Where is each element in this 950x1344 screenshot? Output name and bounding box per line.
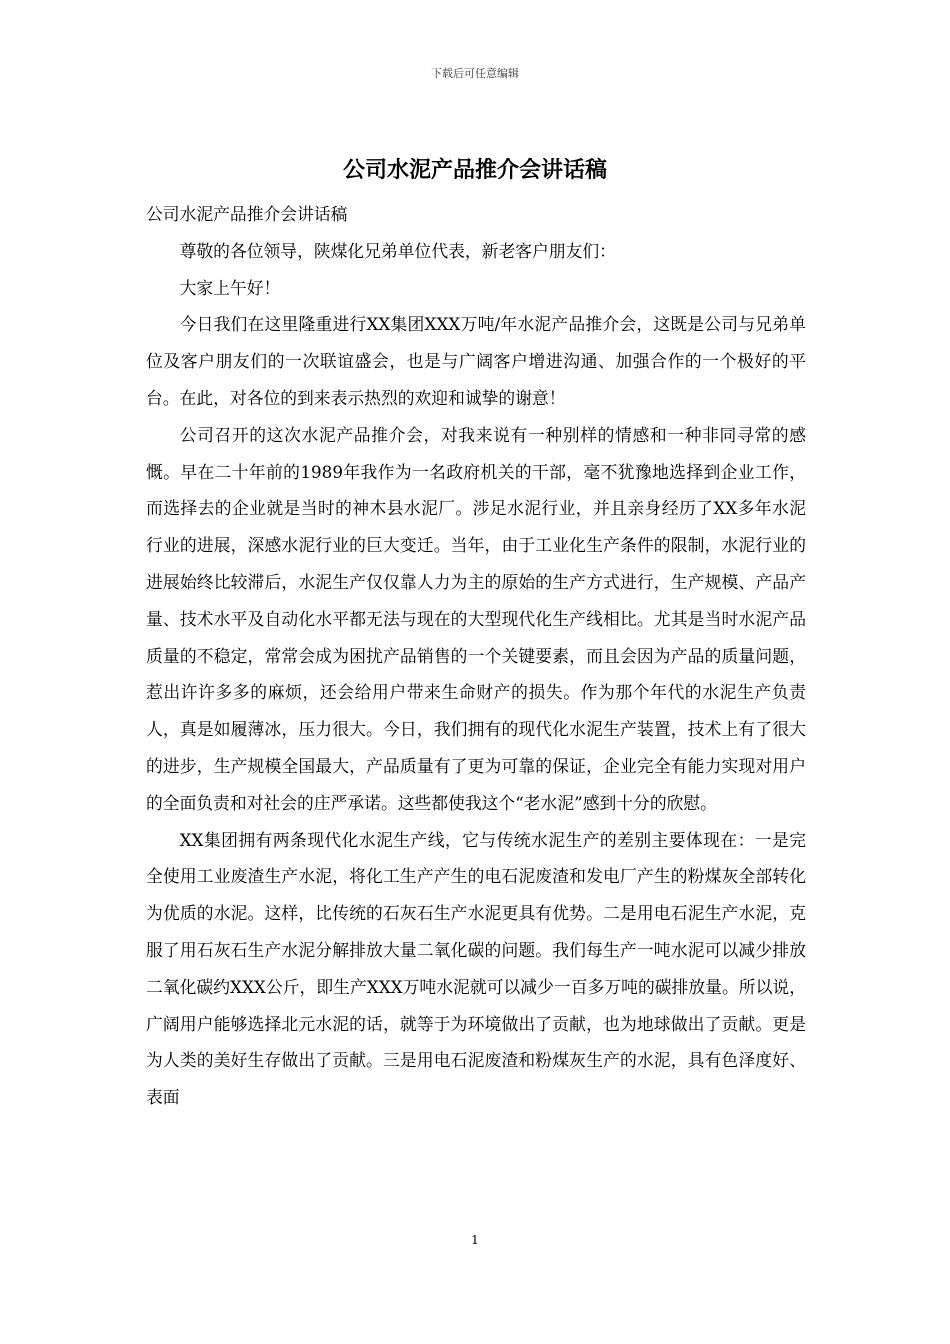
paragraph-greeting: 大家上午好！ [179, 277, 281, 298]
header-note: 下载后可任意编辑 [431, 67, 519, 80]
page-number: 1 [471, 1233, 479, 1247]
paragraph-welcome: 今日我们在这里隆重进行XX集团XXX万吨/年水泥产品推介会，这既是公司与兄弟单位及客户朋友们的一次联谊盛会，也是与广阔客户增进沟通、加强合作的一个极好的平台。在此，对各位的到来表示热烈的欢迎和诚挚的谢意！ [146, 314, 806, 408]
document-title: 公司水泥产品推介会讲话稿 [342, 157, 607, 183]
paragraph-history: 公司召开的这次水泥产品推介会，对我来说有一种别样的情感和一种非同寻常的感慨。早在二十年前的1989年我作为一名政府机关的干部，毫不犹豫地选择到企业工作，而选择去的企业就是当时的神木县水泥厂。涉足水泥行业，并且亲身经历了XX多年水泥行业的进展，深感水泥行业的巨大变迁。当年，由于工业化生产条件的限制，水泥行业的进展始终比较滞后，水泥生产仅仅靠人力为主的原始的生产方式进行，生产规模、产品产量、技术水平及自动化水平都无法与现在的大型现代化生产线相比。尤其是当时水泥产品质量的不稳定，常常会成为困扰产品销售的一个关键要素，而且会因为产品的质量问题，惹出许许多多的麻烦，还会给用户带来生命财产的损失。作为那个年代的水泥生产负责人，真是如履薄冰，压力很大。今日，我们拥有的现代化水泥生产装置，技术上有了很大的进步，生产规模全国最大，产品质量有了更为可靠的保证，企业完全有能力实现对用户的全面负责和对社会的庄严承诺。这些都使我这个“老水泥”感到十分的欣慰。 [146, 424, 806, 813]
paragraph-subtitle: 公司水泥产品推介会讲话稿 [146, 204, 348, 224]
document-body [146, 196, 806, 1116]
paragraph-salutation: 尊敬的各位领导，陕煤化兄弟单位代表，新老客户朋友们： [179, 240, 616, 261]
paragraph-advantages: XX集团拥有两条现代化水泥生产线，它与传统水泥生产的差别主要体现在：一是完全使用工业废渣生产水泥，将化工生产产生的电石泥废渣和发电厂产生的粉煤灰全部转化为优质的水泥。这样，比传统的石灰石生产水泥更具有优势。二是用电石泥生产水泥，克服了用石灰石生产水泥分解排放大量二氧化碳的问题。我们每生产一吨水泥可以减少排放二氧化碳约XXX公斤，即生产XXX万吨水泥就可以减少一百多万吨的碳排放量。所以说，广阔用户能够选择北元水泥的话，就等于为环境做出了贡献，也为地球做出了贡献。更是为人类的美好生存做出了贡献。三是用电石泥废渣和粉煤灰生产的水泥，具有色泽度好、表面 [146, 829, 806, 1108]
